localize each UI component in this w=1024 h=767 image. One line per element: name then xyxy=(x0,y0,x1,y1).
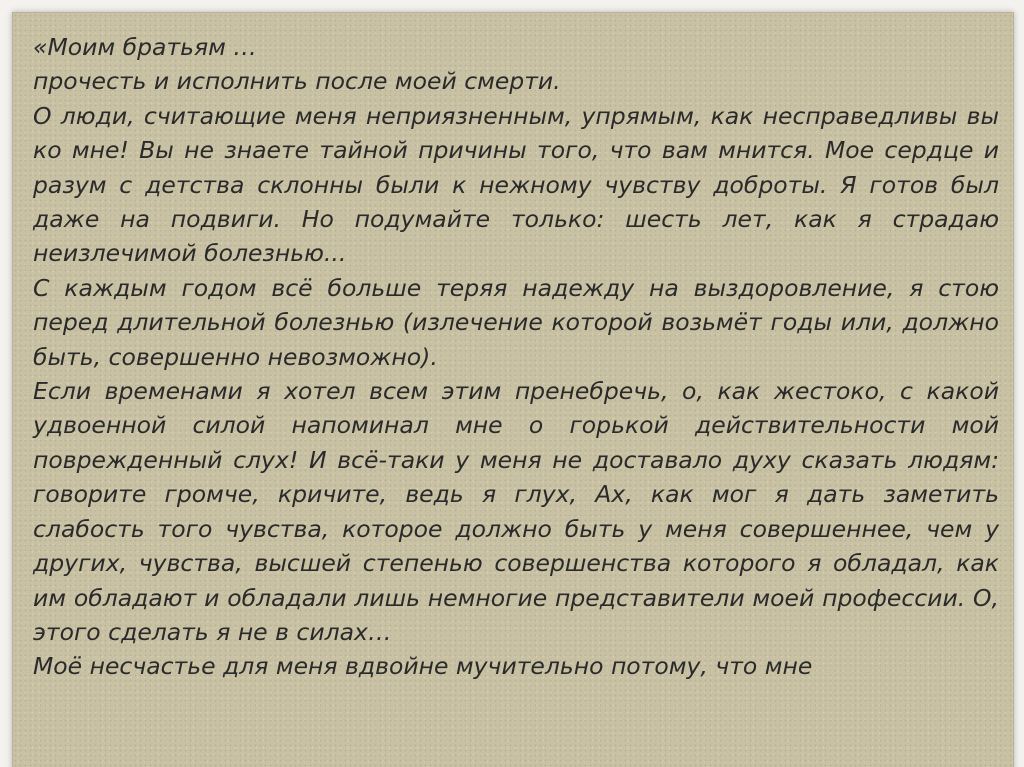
paragraph-hearing: Если временами я хотел всем этим пренебречь, о, как жестоко, с какой удвоенной силой напоминал мне о горькой действительности мой поврежденный слух! И всё-таки у меня не доставало духу сказать людям: говорите громче, кричите, ведь я глух, Ах, как мог я дать заметить слабость того чувства, которое должно быть у меня совершеннее, чем у других, чувства, высшей степенью совершенства которого я обладал, как им обладают и обладали лишь немногие представители моей профессии. О, этого сделать я не в силах… xyxy=(33,377,999,646)
letter-text xyxy=(33,30,999,684)
paragraph-illness: С каждым годом всё больше теряя надежду на выздоровление, я стою перед длительной болезнью (излечение которой возьмёт годы или, должно быть, совершенно невозможно). xyxy=(33,273,999,371)
paragraph-salutation: «Моим братьям … xyxy=(33,33,257,61)
paragraph-people: О люди, считающие меня неприязненным, упрямым, как несправедливы вы ко мне! Вы не знаете тайной причины того, что вам мнится. Мое сердце и разум с детства склонны были к нежному чувству доброты. Я готов был даже на подвиги. Но подумайте только: шесть лет, как я страдаю неизлечимой болезнью... xyxy=(33,101,999,268)
paragraph-misfortune: Моё несчастье для меня вдвойне мучительно потому, что мне xyxy=(33,652,813,681)
paragraph-instruction: прочесть и исполнить после моей смерти. xyxy=(33,67,561,96)
text-panel xyxy=(12,12,1014,767)
